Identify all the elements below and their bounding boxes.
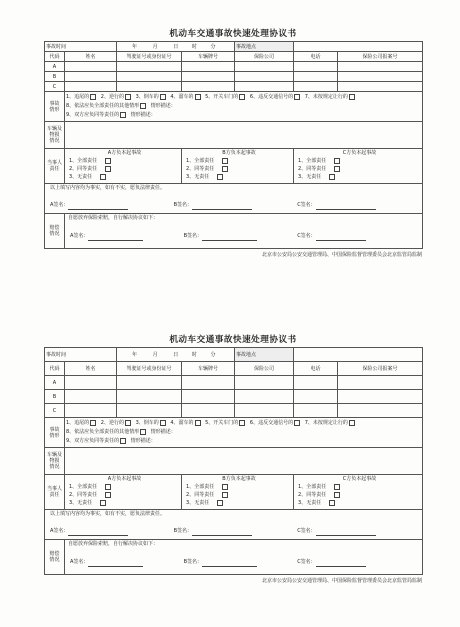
- declaration-block: [45, 510, 423, 540]
- option-2[interactable]: 2、逆行的: [101, 93, 131, 102]
- form-title: 机动车交通事故快速处理协议书: [169, 29, 297, 39]
- resp-c-block: C方负本起事故 1、全部责任 2、同等责任 3、无责任: [294, 149, 423, 184]
- accident-time-label: 事故时间: [45, 348, 117, 362]
- resp-b-block: B方负本起事故 1、全部责任 2、同等责任 3、无责任: [182, 149, 294, 184]
- accident-location-label: 事故地点: [235, 42, 294, 52]
- situation-options: [65, 418, 423, 448]
- header-name: 姓名: [65, 52, 117, 62]
- party-c-code: C: [45, 82, 65, 92]
- option-6[interactable]: 6、违反交通信号的: [250, 93, 300, 102]
- agreement-form-1: [44, 27, 422, 259]
- declaration-text: 以上填写内容均为事实，如有不实，愿负法律责任。: [50, 511, 166, 517]
- header-name: 姓名: [65, 362, 117, 376]
- header-insurer: 保险公司: [235, 52, 294, 62]
- option-5[interactable]: 5、开关车门的: [205, 93, 245, 102]
- option-5[interactable]: 5、开关车门的: [205, 419, 245, 428]
- situation-options: [65, 92, 423, 122]
- party-b-code: B: [45, 390, 65, 404]
- compensation-label: 赔偿 情况: [45, 214, 65, 249]
- date-time-field[interactable]: 年 月 日 时 分: [117, 42, 235, 52]
- header-case-no: 保险公司报案号: [338, 52, 423, 62]
- header-license: 驾驶证号或身份证号: [117, 362, 182, 376]
- option-8[interactable]: 8、依法应负全部责任的其他情形: [66, 428, 146, 437]
- date-time-field[interactable]: 年 月 日 时 分: [117, 348, 235, 362]
- compensation-label: 赔偿 情况: [45, 540, 65, 575]
- party-a-code: A: [45, 62, 65, 72]
- header-plate: 车辆牌号: [182, 362, 235, 376]
- header-code: 代码: [45, 52, 65, 62]
- damage-label: 车辆及物损 情况: [45, 448, 65, 475]
- damage-field[interactable]: [65, 122, 423, 149]
- option-8[interactable]: 8、依法应负全部责任的其他情形: [66, 102, 146, 111]
- responsibility-label: 当事人 责任: [45, 149, 65, 184]
- declaration-text: 以上填写内容均为事实，如有不实，愿负法律责任。: [50, 185, 166, 191]
- header-phone: 电话: [294, 362, 338, 376]
- situation-label: 事故 情形: [45, 418, 65, 448]
- header-case-no: 保险公司报案号: [338, 362, 423, 376]
- form-title: 机动车交通事故快速处理协议书: [169, 335, 297, 345]
- option-2[interactable]: 2、逆行的: [101, 419, 131, 428]
- signature-row: A签名： B签名： C签名：: [46, 527, 421, 536]
- option-9[interactable]: 9、双方应负同等责任的: [66, 111, 126, 120]
- header-code: 代码: [45, 362, 65, 376]
- party-a-code: A: [45, 376, 65, 390]
- signature-row: A签名： B签名： C签名：: [46, 201, 421, 210]
- option-3[interactable]: 3、倒车的: [136, 419, 166, 428]
- responsibility-label: 当事人 责任: [45, 475, 65, 510]
- option-6[interactable]: 6、违反交通信号的: [250, 419, 300, 428]
- party-c-code: C: [45, 404, 65, 418]
- header-phone: 电话: [294, 52, 338, 62]
- form-table: [44, 41, 423, 249]
- compensation-block: 自愿放弃保险索赔，自行解决协议如下： A签名： B签名： C签名：: [65, 540, 423, 575]
- situation-desc-label: 情形描述：: [150, 103, 176, 109]
- accident-time-label: 事故时间: [45, 42, 117, 52]
- situation-desc-label: 情形描述：: [150, 429, 176, 435]
- header-license: 驾驶证号或身份证号: [117, 52, 182, 62]
- situation-label: 事故 情形: [45, 92, 65, 122]
- option-4[interactable]: 4、溜车的: [170, 419, 200, 428]
- resp-a-block: A方负本起事故 1、全部责任 2、同等责任 3、无责任: [65, 475, 182, 510]
- header-plate: 车辆牌号: [182, 52, 235, 62]
- checkbox[interactable]: [90, 94, 96, 100]
- footer-issuer: 北京市公安局公安交通管理局、中国保险监督管理委员会北京监管局监制: [261, 252, 422, 258]
- compensation-text: 自愿放弃保险索赔，自行解决协议如下：: [68, 541, 159, 547]
- compensation-block: 自愿放弃保险索赔，自行解决协议如下： A签名： B签名： C签名：: [65, 214, 423, 249]
- form-table: [44, 347, 423, 575]
- option-1[interactable]: 1、追尾的: [66, 93, 96, 102]
- resp-c-block: C方负本起事故 1、全部责任 2、同等责任 3、无责任: [294, 475, 423, 510]
- option-1[interactable]: 1、追尾的: [66, 419, 96, 428]
- option-9[interactable]: 9、双方应负同等责任的: [66, 437, 126, 446]
- damage-label: 车辆及物损 情况: [45, 122, 65, 149]
- header-insurer: 保险公司: [235, 362, 294, 376]
- declaration-block: [45, 184, 423, 214]
- accident-location-field[interactable]: [294, 42, 423, 52]
- situation-desc-label: 情形描述：: [130, 438, 156, 444]
- agreement-form-2: [44, 333, 422, 585]
- accident-location-field[interactable]: [294, 348, 423, 362]
- compensation-text: 自愿放弃保险索赔，自行解决协议如下：: [68, 215, 159, 221]
- option-7[interactable]: 7、未按规定让行的: [305, 419, 355, 428]
- resp-a-block: A方负本起事故 1、全部责任 2、同等责任 3、无责任: [65, 149, 182, 184]
- option-3[interactable]: 3、倒车的: [136, 93, 166, 102]
- option-7[interactable]: 7、未按规定让行的: [305, 93, 355, 102]
- option-4[interactable]: 4、溜车的: [170, 93, 200, 102]
- accident-location-label: 事故地点: [235, 348, 294, 362]
- footer-issuer: 北京市公安局公安交通管理局、中国保险监督管理委员会北京监管局监制: [261, 578, 422, 584]
- damage-field[interactable]: [65, 448, 423, 475]
- situation-desc-label: 情形描述：: [130, 112, 156, 118]
- resp-b-block: B方负本起事故 1、全部责任 2、同等责任 3、无责任: [182, 475, 294, 510]
- party-b-code: B: [45, 72, 65, 82]
